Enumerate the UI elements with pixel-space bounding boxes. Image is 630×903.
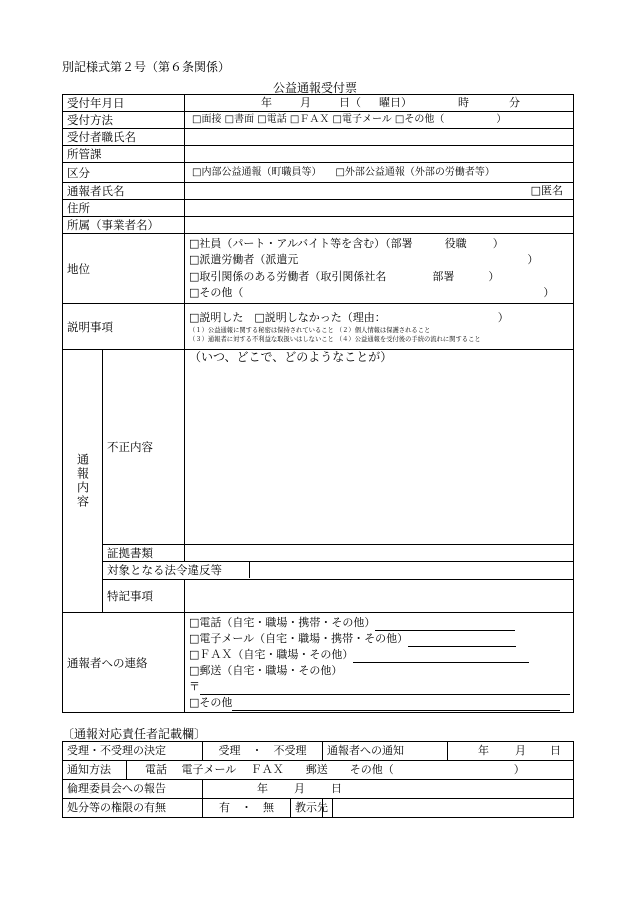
authority-options[interactable]: 有 ・ 無 [203, 799, 291, 817]
instruction-label: 教示先 [295, 799, 333, 817]
notice-month-label: 月 [515, 744, 526, 757]
receipt-date-label: 受付年月日 [63, 95, 185, 112]
affiliation-label: 所属（事業者名） [63, 217, 185, 234]
ethics-year-label: 年 [257, 782, 268, 795]
ethics-report-label: 倫理委員会への報告 [63, 780, 203, 799]
contact-other-option[interactable]: □その他 [189, 695, 569, 711]
method-options-text: □面接 □書面 □電話 □ＦＡＸ □電子メール □その他（ [192, 114, 445, 125]
report-content-section [63, 350, 103, 613]
misconduct-label: 不正内容 [103, 350, 185, 545]
explanation-label: 説明事項 [63, 304, 185, 350]
evidence-field[interactable] [185, 545, 574, 562]
reporter-contact-options[interactable] [185, 613, 574, 713]
category-internal-option[interactable]: □内部公益通報（町職員等） [192, 166, 322, 178]
staff-name-field[interactable] [185, 129, 574, 146]
notice-method-options[interactable]: 電話 電子メール ＦＡＸ 郵送 その他（ [145, 763, 394, 776]
anonymous-checkbox[interactable]: □匿名 [530, 184, 563, 197]
decision-label: 受理・不受理の決定 [63, 742, 203, 761]
document-title: 公益通報受付票 [272, 81, 357, 95]
notice-label: 通報者への通知 [323, 742, 448, 761]
authority-row [203, 799, 328, 818]
notice-date-field[interactable] [448, 742, 574, 761]
officer-section-title: 〔通報対応責任者記載欄〕 [62, 727, 207, 741]
report-content-label: 通報内容 [75, 453, 90, 509]
contact-postal-code[interactable]: 〒 [189, 679, 569, 695]
explanation-field[interactable] [185, 304, 574, 350]
contact-phone-option[interactable]: □電話（自宅・職場・携帯・その他） [189, 615, 569, 631]
position-other-option[interactable]: □その他（ ） [189, 286, 555, 299]
contact-email-option[interactable]: □電子メール（自宅・職場・携帯・その他） [189, 631, 569, 647]
law-violation-label: 対象となる法令違反等 [103, 562, 250, 578]
receipt-form [62, 94, 574, 713]
staff-name-label: 受付者職氏名 [63, 129, 185, 146]
explanation-note-1: （１）公益通報に関する秘密は保持されていること （２）個人情報は保護されること [189, 326, 431, 334]
position-label: 地位 [63, 234, 185, 304]
year-label: 年 [261, 96, 272, 109]
method-options-close: ） [496, 114, 507, 125]
remarks-label: 特記事項 [103, 580, 185, 613]
notice-method-row[interactable] [63, 761, 574, 780]
notice-day-label: 日 [550, 744, 561, 757]
law-violation-row [103, 562, 574, 580]
department-label: 所管課 [63, 146, 185, 163]
category-label: 区分 [63, 163, 185, 183]
notice-method-label: 通知方法 [63, 761, 127, 779]
address-label: 住所 [63, 200, 185, 217]
reporter-contact-label: 通報者への連絡 [63, 613, 185, 713]
month-label: 月 [300, 96, 311, 109]
minute-label: 分 [509, 96, 520, 109]
contact-fax-option[interactable]: □ＦＡＸ（自宅・職場・その他） [189, 647, 569, 663]
officer-form [62, 741, 574, 818]
decision-options[interactable]: 受理 ・ 不受理 [203, 742, 323, 761]
position-options[interactable] [185, 234, 574, 304]
reporter-name-field[interactable] [185, 183, 574, 200]
evidence-label: 証拠書類 [103, 545, 185, 562]
notice-method-close: ） [513, 763, 525, 776]
misconduct-field[interactable] [185, 350, 574, 545]
category-options[interactable] [185, 163, 574, 183]
ethics-report-date-field[interactable] [203, 780, 574, 799]
category-external-option[interactable]: □外部公益通報（外部の労働者等） [335, 166, 495, 178]
receipt-method-label: 受付方法 [63, 112, 185, 129]
hour-label: 時 [458, 96, 469, 109]
address-field[interactable] [185, 200, 574, 217]
remarks-field[interactable] [185, 580, 574, 613]
position-trade-option[interactable]: □取引関係のある労働者（取引関係社名 部署 ） [189, 269, 500, 283]
authority-label: 処分等の権限の有無 [63, 799, 203, 818]
department-field[interactable] [185, 146, 574, 163]
position-dispatch-option[interactable]: □派遣労働者（派遣元 ） [189, 253, 539, 266]
receipt-date-field[interactable] [185, 95, 574, 112]
position-employee-option[interactable]: □社員（パート・アルバイト等を含む）（部署 役職 ） [189, 236, 504, 250]
day-label: 日（ [339, 96, 361, 109]
receipt-method-options[interactable] [185, 112, 574, 129]
reporter-name-label: 通報者氏名 [63, 183, 185, 200]
affiliation-field[interactable] [185, 217, 574, 234]
instruction-field[interactable] [323, 799, 574, 818]
notice-year-label: 年 [478, 744, 489, 757]
ethics-day-label: 日 [331, 782, 342, 795]
explanation-options[interactable]: □説明した □説明しなかった（理由： ） [189, 310, 509, 324]
weekday-label: 曜日） [379, 96, 412, 109]
explanation-note-2: （３）通報者に対する不利益な取扱いはしないこと （４）公益通報を受付後の手続の流れに関すること [189, 335, 481, 343]
misconduct-hint: （いつ、どこで、どのようなことが） [189, 350, 393, 364]
contact-mail-option[interactable]: □郵送（自宅・職場・その他） [189, 663, 343, 677]
ethics-month-label: 月 [294, 782, 305, 795]
form-number: 別記様式第２号（第６条関係） [62, 60, 231, 74]
